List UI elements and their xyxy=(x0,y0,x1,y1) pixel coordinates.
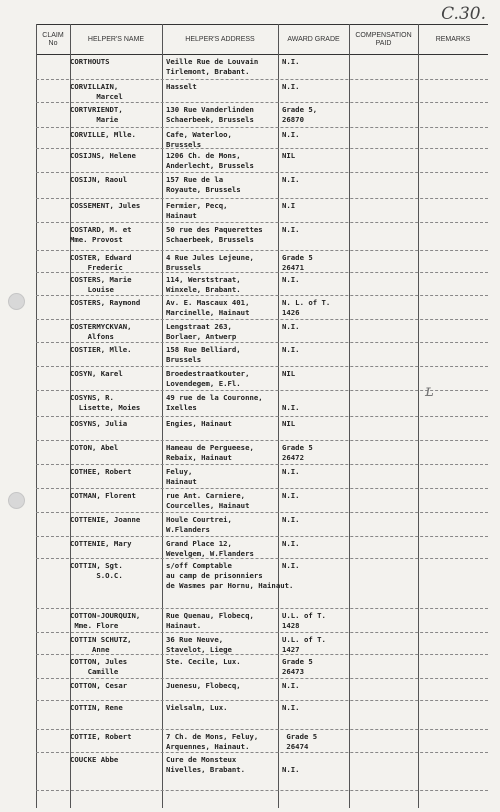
helper-address: Lengstraat 263, Borlaer, Antwerp xyxy=(166,322,237,341)
helper-name: CORTVRIENDT, Marie xyxy=(70,105,123,124)
helper-address: Hasselt xyxy=(166,82,197,91)
helper-address: Grand Place 12, Wevelgem, W.Flanders xyxy=(166,539,254,558)
helper-name: CORTHOUTS xyxy=(70,57,110,66)
award-grade: N.I. xyxy=(282,467,300,476)
table-row xyxy=(36,729,488,753)
table-row xyxy=(36,558,488,609)
helper-name: CORVILLE, Mlle. xyxy=(70,130,136,139)
helper-name: COTTON-JOURQUIN, Mme. Flore xyxy=(70,611,141,630)
helper-name: CORVILLAIN, Marcel xyxy=(70,82,123,101)
award-grade: N.I. xyxy=(282,82,300,91)
table-row xyxy=(36,440,488,465)
table-row xyxy=(36,127,488,149)
award-grade: N.I. xyxy=(282,765,300,774)
table-row xyxy=(36,512,488,537)
helper-name: COUCKE Abbe xyxy=(70,755,119,764)
award-grade: N.I. xyxy=(282,322,300,331)
award-grade: N.I. xyxy=(282,681,300,690)
helper-name: COSTIER, Mlle. xyxy=(70,345,132,354)
helper-address: 1206 Ch. de Mons, Anderlecht, Brussels xyxy=(166,151,254,170)
helper-address: s/off Comptable au camp de prisonniers de Wasmes par Hornu, Hainaut. xyxy=(166,561,294,590)
helper-address: 49 rue de la Couronne, Ixelles xyxy=(166,393,263,412)
helper-name: COSYNS, Julia xyxy=(70,419,128,428)
award-grade: N.I. xyxy=(282,403,300,412)
header-award-grade: AWARD GRADE xyxy=(287,36,340,43)
award-grade: Grade 5 26471 xyxy=(282,253,313,272)
award-grade: Grade 5, 26870 xyxy=(282,105,318,124)
table-row xyxy=(36,148,488,173)
helper-address: rue Ant. Carniere, Courcelles, Hainaut xyxy=(166,491,250,510)
table-row xyxy=(36,416,488,441)
header-helper-address: HELPER'S ADDRESS xyxy=(185,36,255,43)
helper-name: COTTENIE, Mary xyxy=(70,539,132,548)
helper-address: 157 Rue de la Royaute, Brussels xyxy=(166,175,241,194)
punch-hole xyxy=(8,492,25,509)
page-reference: C.30. xyxy=(441,4,486,24)
table-row xyxy=(36,464,488,489)
award-grade: NIL xyxy=(282,369,296,378)
table-row xyxy=(36,608,488,633)
award-grade: N.I xyxy=(282,201,296,210)
header-compensation-paid: COMPENSATION PAID xyxy=(355,32,412,47)
helper-name: COSYN, Karel xyxy=(70,369,123,378)
helper-address: Vielsalm, Lux. xyxy=(166,703,228,712)
helper-name: COTTON, Jules Camille xyxy=(70,657,128,676)
helper-name: COSIJN, Raoul xyxy=(70,175,128,184)
table-row xyxy=(36,172,488,199)
helper-name: COSTERS, Raymond xyxy=(70,298,141,307)
table-row xyxy=(36,198,488,223)
award-grade: N.I. xyxy=(282,225,300,234)
table-row xyxy=(36,272,488,296)
award-grade: Grade 5 26472 xyxy=(282,443,313,462)
award-grade: NIL xyxy=(282,419,296,428)
award-grade: U.L. of T. 1428 xyxy=(282,611,326,630)
helper-address: 7 Ch. de Mons, Feluy, Arquennes, Hainaut. xyxy=(166,732,259,751)
helper-address: 130 Rue Vanderlinden Schaerbeek, Brussels xyxy=(166,105,254,124)
header-remarks: REMARKS xyxy=(435,36,471,43)
award-grade: N.I. xyxy=(282,275,300,284)
table-row xyxy=(36,632,488,655)
award-grade: N.I. xyxy=(282,130,300,139)
header-helper-name: HELPER'S NAME xyxy=(87,36,145,43)
helper-name: COSYNS, R. Lisette, Moies xyxy=(70,393,141,412)
helper-address: 114, Werststraat, Winxele, Brabant. xyxy=(166,275,241,294)
award-grade: N.I. xyxy=(282,175,300,184)
helper-name: COTHEE, Robert xyxy=(70,467,132,476)
award-grade: N.I. xyxy=(282,345,300,354)
award-grade: N. L. of T. 1426 xyxy=(282,298,331,317)
award-grade: N.I. xyxy=(282,703,300,712)
helper-name: COTON, Abel xyxy=(70,443,119,452)
helper-name: COTTON, Cesar xyxy=(70,681,128,690)
helper-name: COTTIE, Robert xyxy=(70,732,132,741)
award-grade: N.I. xyxy=(282,561,300,570)
table-row xyxy=(36,536,488,559)
helper-name: COSSEMENT, Jules xyxy=(70,201,141,210)
table-row xyxy=(36,366,488,391)
helper-address: Engies, Hainaut xyxy=(166,419,232,428)
table-row xyxy=(36,222,488,251)
helper-name: COTTIN, Sgt. S.O.C. xyxy=(70,561,123,580)
helper-address: Cure de Monsteux Nivelles, Brabant. xyxy=(166,755,246,774)
helper-address: Av. E. Mascaux 401, Marcinelle, Hainaut xyxy=(166,298,250,317)
helper-name: COSTER, Edward Frederic xyxy=(70,253,132,272)
helper-name: COSIJNS, Helene xyxy=(70,151,136,160)
award-grade: N.I. xyxy=(282,491,300,500)
helper-address: Houle Courtrei, W.Flanders xyxy=(166,515,232,534)
award-grade: N.I. xyxy=(282,515,300,524)
punch-hole xyxy=(8,293,25,310)
helper-address: Cafe, Waterloo, Brussels xyxy=(166,130,232,149)
award-grade: U.L. of T. 1427 xyxy=(282,635,326,654)
helper-address: Rue Quenau, Flobecq, Hainaut. xyxy=(166,611,254,630)
table-row xyxy=(36,79,488,103)
table-row xyxy=(36,295,488,320)
table-row xyxy=(36,390,488,417)
table-row xyxy=(36,319,488,343)
helper-address: 36 Rue Neuve, Stavelot, Liege xyxy=(166,635,232,654)
header-top-rule xyxy=(36,24,488,25)
helper-address: Fermier, Pecq, Hainaut xyxy=(166,201,228,220)
helper-name: COSTERMYCKVAN, Alfons xyxy=(70,322,132,341)
award-grade: Grade 5 26473 xyxy=(282,657,313,676)
helper-address: 50 rue des Paquerettes Schaerbeek, Brussels xyxy=(166,225,263,244)
helper-address: Ste. Cecile, Lux. xyxy=(166,657,241,666)
helper-name: COTTIN, Rene xyxy=(70,703,123,712)
table-row xyxy=(36,678,488,701)
helper-address: Juenesu, Flobecq, xyxy=(166,681,241,690)
header-claim: CLAIM No xyxy=(42,32,64,47)
table-row xyxy=(36,488,488,513)
table-row xyxy=(36,342,488,367)
table-row xyxy=(36,54,488,80)
helper-address: Hameau de Pergueese, Rebaix, Hainaut xyxy=(166,443,254,462)
table-row xyxy=(36,752,488,791)
helper-name: COTTENIE, Joanne xyxy=(70,515,141,524)
award-grade: NIL xyxy=(282,151,296,160)
award-grade: N.I. xyxy=(282,539,300,548)
award-grade: N.I. xyxy=(282,57,300,66)
helper-name: COTTIN SCHUTZ, Anne xyxy=(70,635,132,654)
helper-address: 158 Rue Belliard, Brussels xyxy=(166,345,241,364)
helper-address: Veille Rue de Louvain Tirlemont, Brabant. xyxy=(166,57,259,76)
helper-name: COSTERS, Marie Louise xyxy=(70,275,132,294)
helper-address: Broedestraatkouter, Lovendegem, E.Fl. xyxy=(166,369,250,388)
table-row xyxy=(36,102,488,128)
helper-address: 4 Rue Jules Lejeune, Brussels xyxy=(166,253,254,272)
award-grade: Grade 5 26474 xyxy=(286,732,318,751)
helper-name: COTMAN, Florent xyxy=(70,491,136,500)
table-row xyxy=(36,700,488,730)
table-row xyxy=(36,250,488,273)
handwritten-mark: ʟ xyxy=(425,381,434,400)
table-row xyxy=(36,654,488,679)
helper-name: COSTARD, M. et Mme. Provost xyxy=(70,225,132,244)
helper-address: Feluy, Hainaut xyxy=(166,467,197,486)
